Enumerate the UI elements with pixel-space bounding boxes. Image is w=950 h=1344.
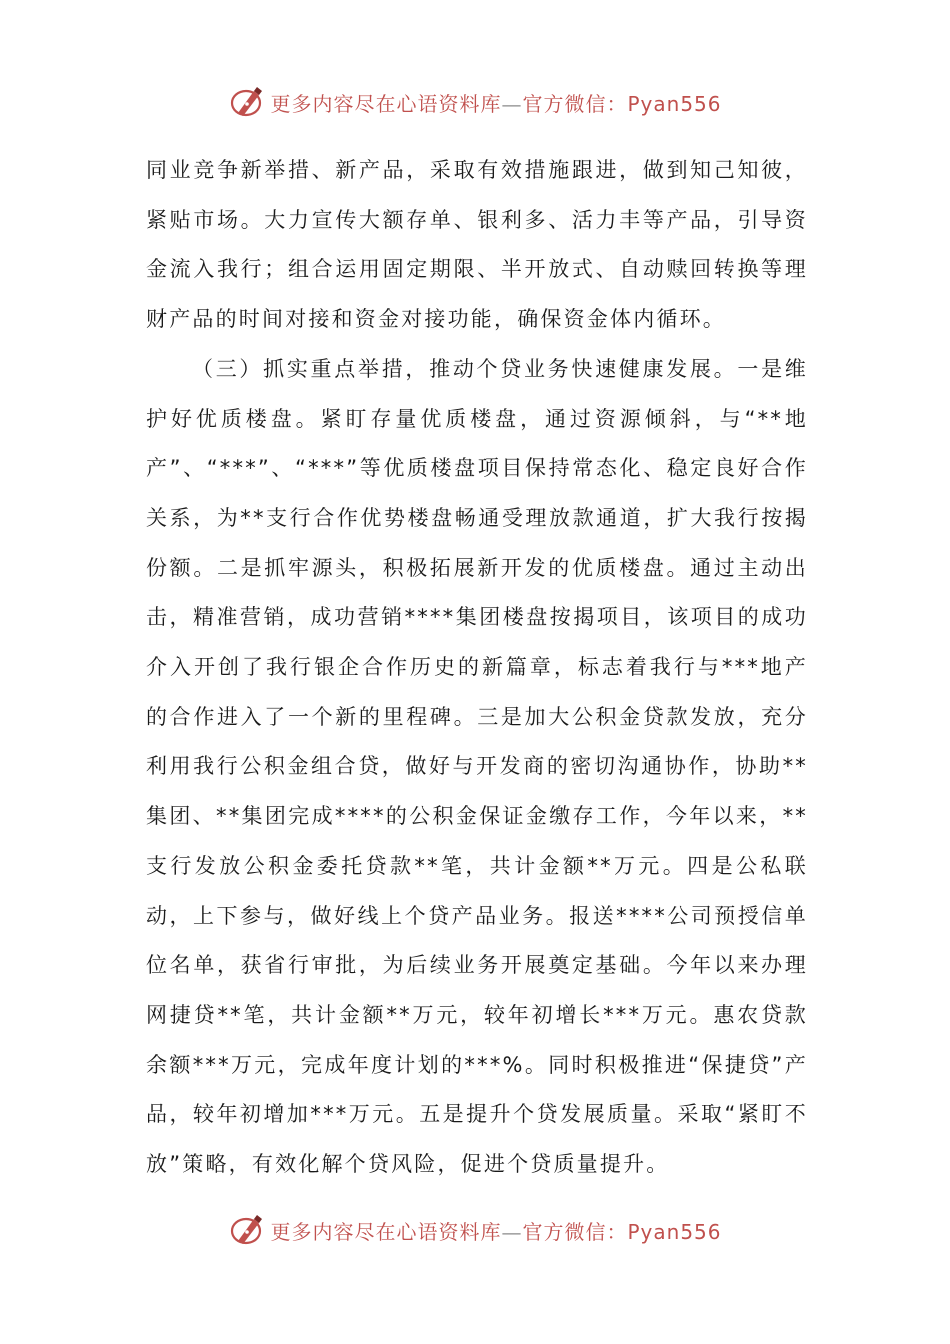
banner-wechat-id: Pyan556 [627, 91, 722, 116]
paragraph-2: （三）抓实重点举措，推动个贷业务快速健康发展。一是维护好优质楼盘。紧盯存量优质楼盘，通过资源倾斜，与“**地产”、“***”、“***”等优质楼盘项目保持常态化、稳定良好合作关系，为**支行合作优势楼盘畅通受理放款通道，扩大我行按揭份额。二是抓牢源头，积极拓展新开发的优质楼盘。通过主动出击，精准营销，成功营销****集团楼盘按揭项目，该项目的成功介入开创了我行银企合作历史的新篇章，标志着我行与***地产的合作进入了一个新的里程碑。三是加大公积金贷款发放，充分利用我行公积金组合贷，做好与开发商的密切沟通协作，协助**集团、**集团完成****的公积金保证金缴存工作，今年以来，**支行发放公积金委托贷款**笔，共计金额**万元。四是公私联动，上下参与，做好线上个贷产品业务。报送****公司预授信单位名单，获省行审批，为后续业务开展奠定基础。今年以来办理网捷贷**笔，共计金额**万元，较年初增长***万元。惠农贷款余额***万元，完成年度计划的***%。同时积极推进“保捷贷”产品，较年初增加***万元。五是提升个贷发展质量。采取“紧盯不放”策略，有效化解个贷风险，促进个贷质量提升。 [146, 356, 808, 1177]
footer-banner [0, 1208, 950, 1252]
pen-nib-logo-icon [228, 1211, 266, 1249]
document-body [146, 146, 808, 1190]
paragraph-1: 同业竞争新举措、新产品，采取有效措施跟进，做到知己知彼，紧贴市场。大力宣传大额存单、银利多、活力丰等产品，引导资金流入我行；组合运用固定期限、半开放式、自动赎回转换等理财产品的时间对接和资金对接功能，确保资金体内循环。 [146, 158, 808, 332]
banner-wechat-id: Pyan556 [627, 1219, 722, 1244]
banner-separator: — [501, 91, 523, 116]
banner-slogan: 更多内容尽在心语资料库 [270, 91, 502, 116]
banner-separator: — [501, 1219, 523, 1244]
banner-wechat-label: 官方微信： [522, 91, 628, 116]
banner-slogan: 更多内容尽在心语资料库 [270, 1219, 502, 1244]
header-banner [0, 80, 950, 124]
pen-nib-logo-icon [228, 83, 266, 121]
header-banner-text [270, 88, 721, 117]
footer-banner-text [270, 1216, 721, 1245]
banner-wechat-label: 官方微信： [522, 1219, 628, 1244]
